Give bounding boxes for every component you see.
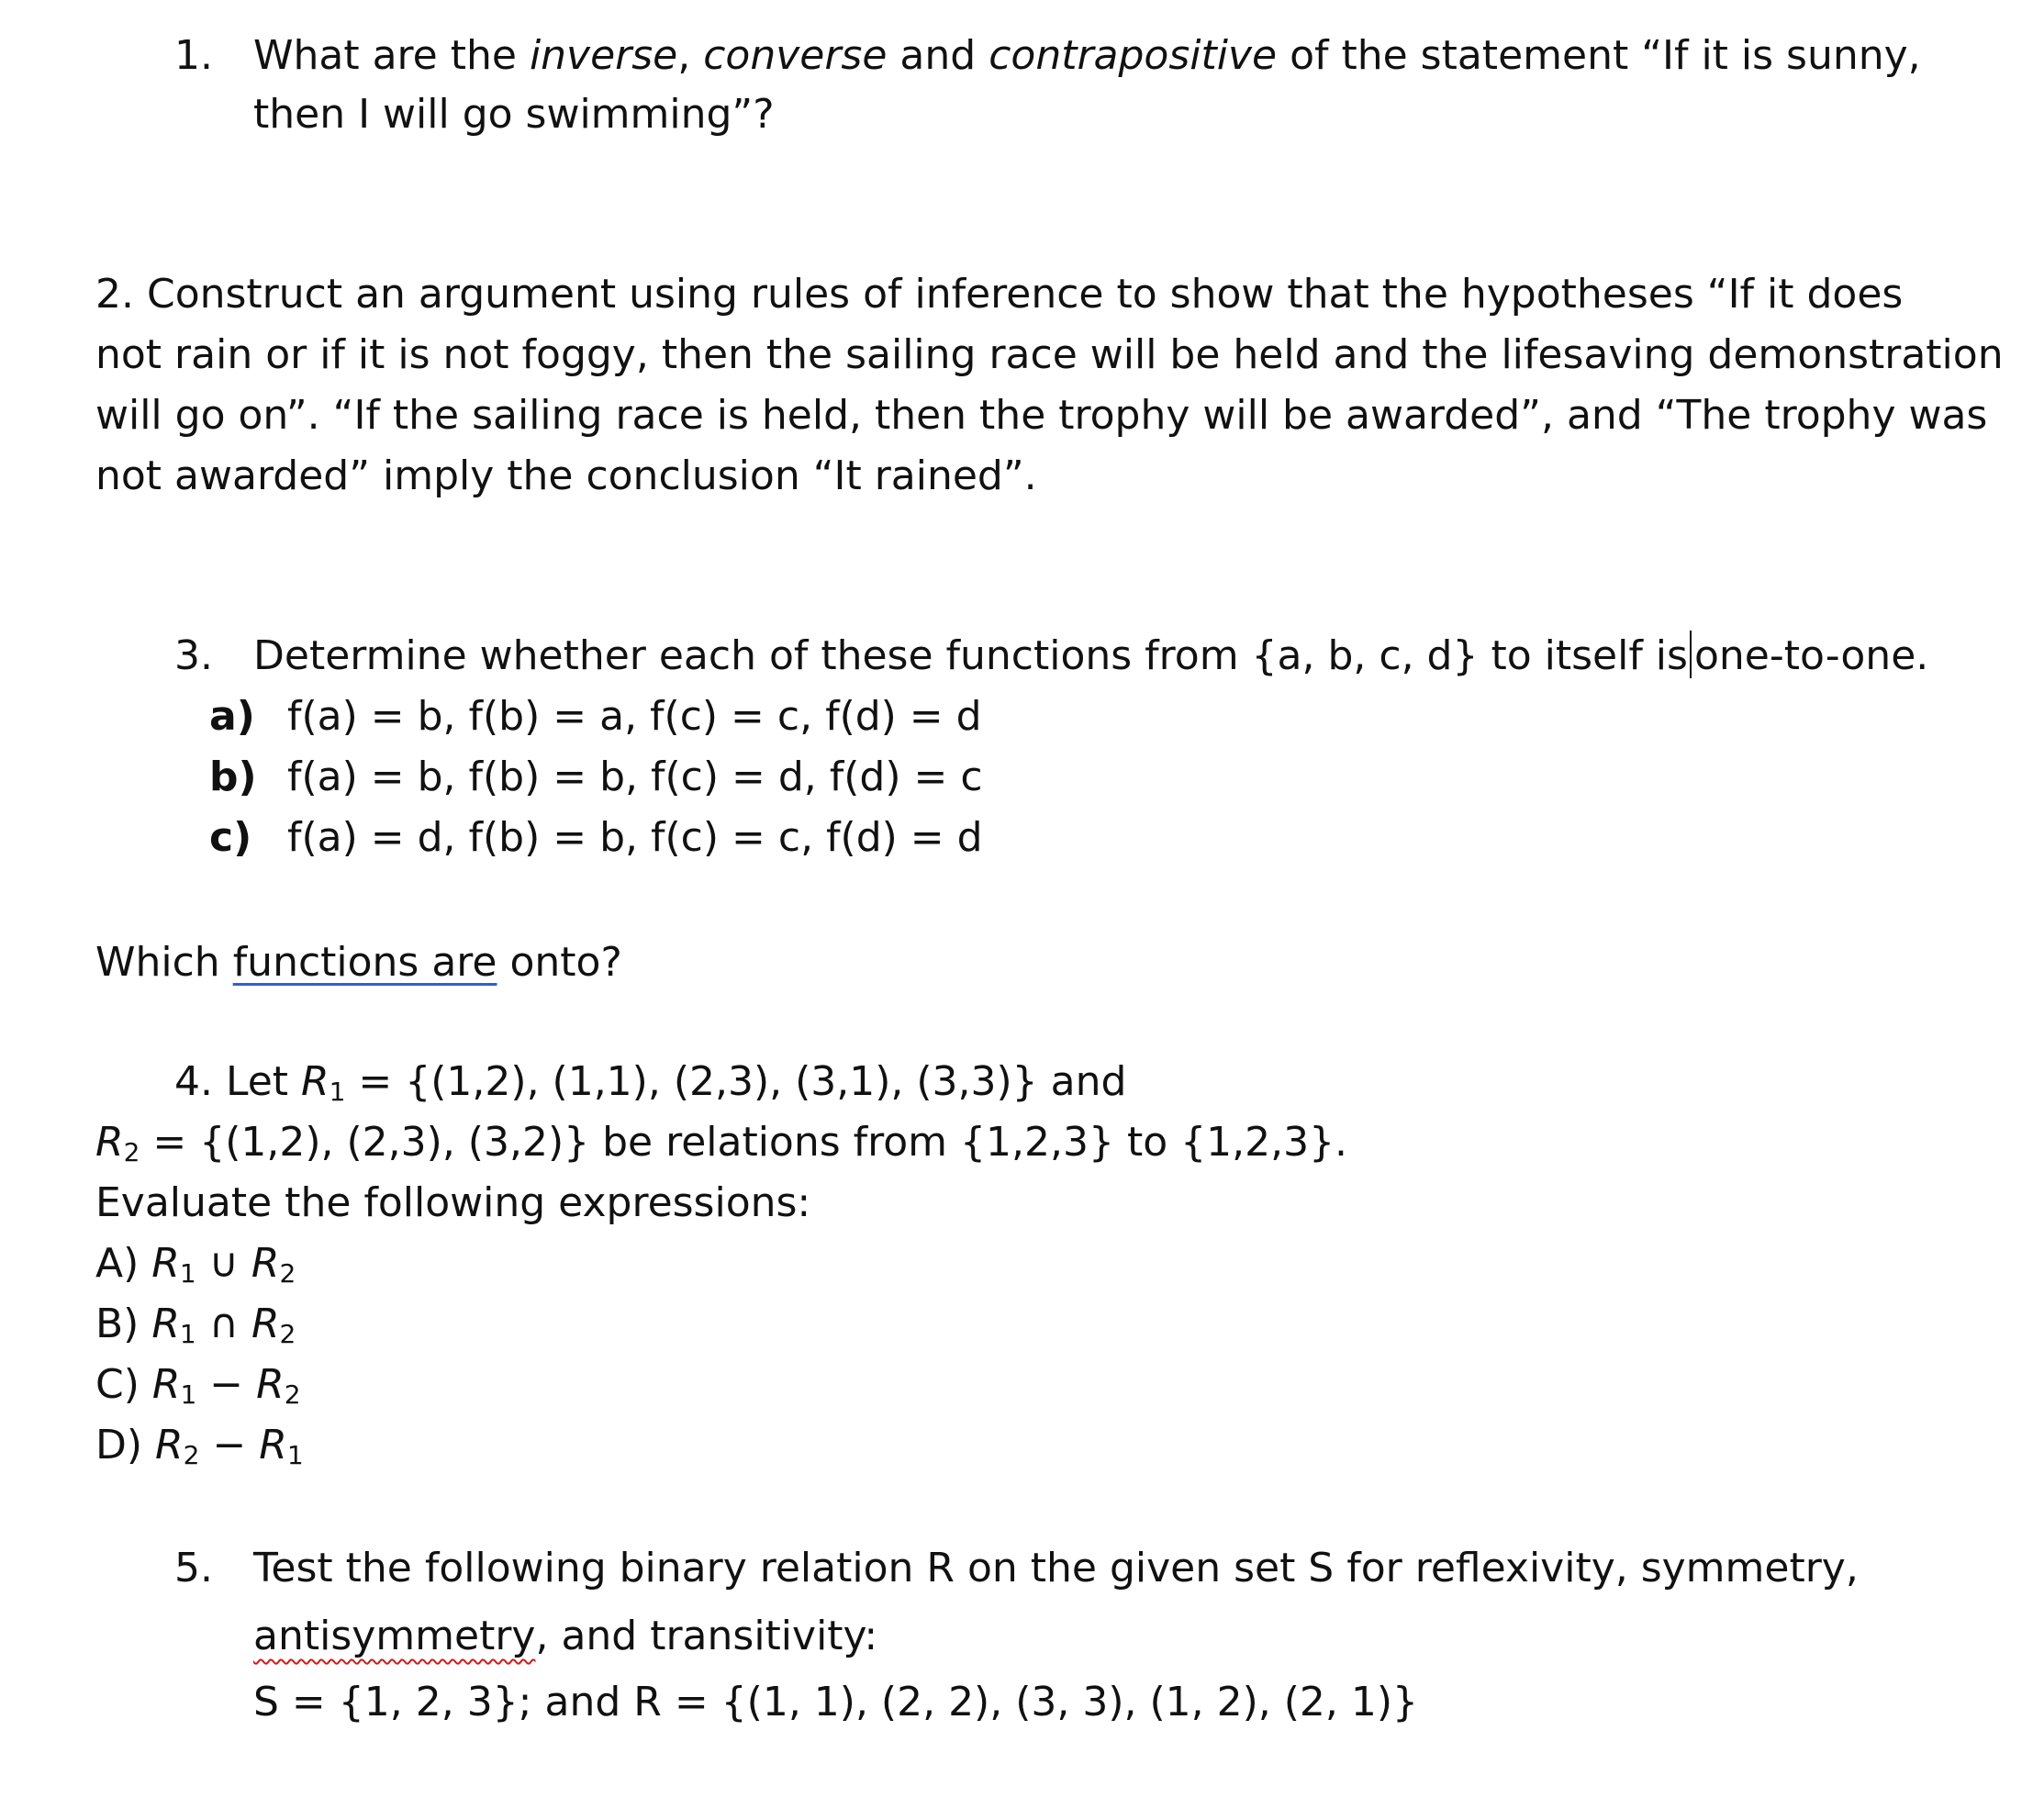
relation-r: R [251,1240,280,1287]
q5-number: 5. [174,1545,213,1591]
relation-r: R [259,1422,287,1468]
q1-text-post: of the statement “If it is sunny, [1277,32,1921,79]
q5-line2 [253,1606,877,1667]
q1-term-contrapositive: contrapositive [989,32,1278,79]
q1-number: 1. [174,32,213,79]
subscript: 2 [183,1440,200,1470]
q1-and: and [887,32,989,79]
subscript: 2 [123,1137,140,1167]
expr-label: C) [95,1361,152,1408]
q1-sep: , [677,32,704,79]
relation-r: R [151,1301,180,1347]
q4-let: 4. Let [174,1058,302,1105]
spelling-flagged-text[interactable]: antisymmetry [253,1613,536,1659]
q1-term-inverse: inverse [529,32,678,79]
relation-r: R [301,1058,330,1105]
relation-r: R [151,1240,180,1287]
onto-pre: Which [95,939,233,986]
q3-number: 3. [174,632,213,679]
q4-r1-def: = {(1,2), (1,1), (2,3), (3,1), (3,3)} and [345,1058,1127,1105]
onto-post: onto? [497,939,622,986]
relation-r: R [256,1361,285,1408]
q2-line1: 2. Construct an argument using rules of inference to show that the hypotheses “If it does [95,271,1904,318]
expr-label: A) [95,1240,152,1287]
q3-prompt-text: Determine whether each of these functions from {a, b, c, d} to itself is [253,632,1688,679]
q5-line1: Test the following binary relation R on the given set S for reflexivity, symmetry, [253,1545,1859,1591]
option-label: a) [209,693,255,740]
subscript: 1 [179,1258,196,1289]
q2-line4: not awarded” imply the conclusion “It rained”. [95,452,1037,499]
subscript: 2 [284,1379,301,1410]
q1-line2: then I will go swimming”? [253,91,775,138]
q1-line1 [253,26,1921,86]
expr-label: D) [95,1422,156,1468]
minus-symbol: − [196,1361,257,1408]
q5-line3: S = {1, 2, 3}; and R = {(1, 1), (2, 2), (3, 3), (1, 2), (2, 1)} [253,1679,1419,1725]
q3-prompt-end: one-to-one. [1693,632,1929,679]
q3-option-a [209,687,982,747]
subscript: 2 [279,1258,296,1289]
subscript: 1 [329,1077,346,1107]
q5-line2-rest: , and transitivity: [535,1613,878,1659]
q1-text-pre: What are the [253,32,530,79]
expr-label: B) [95,1301,152,1347]
relation-r: R [251,1301,280,1347]
relation-r: R [151,1361,181,1408]
relation-r: R [95,1119,124,1166]
option-text: f(a) = d, f(b) = b, f(c) = c, f(d) = d [287,814,983,861]
option-label: c) [209,814,252,861]
subscript: 1 [286,1440,304,1470]
q3-onto-question [95,932,622,993]
union-symbol: ∪ [195,1240,251,1287]
option-label: b) [209,754,257,800]
q2-line2: not rain or if it is not foggy, then the sailing race will be held and the lifesaving demonstration [95,331,2004,378]
q1-term-converse: converse [703,32,888,79]
q3-option-c [209,808,983,868]
subscript: 1 [179,1319,196,1349]
subscript: 2 [279,1319,296,1349]
intersection-symbol: ∩ [195,1301,251,1347]
q4-expr-d [95,1415,304,1486]
q4-line3: Evaluate the following expressions: [95,1179,811,1226]
q3-option-b [209,747,983,808]
option-text: f(a) = b, f(b) = b, f(c) = d, f(d) = c [287,754,983,800]
q3-prompt [253,626,1928,687]
option-text: f(a) = b, f(b) = a, f(c) = c, f(d) = d [287,693,982,740]
minus-symbol: − [199,1422,260,1468]
text-cursor [1690,631,1692,678]
q2-line3: will go on”. “If the sailing race is held, then the trophy will be awarded”, and “The trophy was [95,392,1988,439]
relation-r: R [155,1422,184,1468]
q4-r2-def: = {(1,2), (2,3), (3,2)} be relations from {1,2,3} to {1,2,3}. [140,1119,1348,1166]
grammar-flagged-text[interactable]: functions are [232,939,497,986]
subscript: 1 [180,1379,197,1410]
